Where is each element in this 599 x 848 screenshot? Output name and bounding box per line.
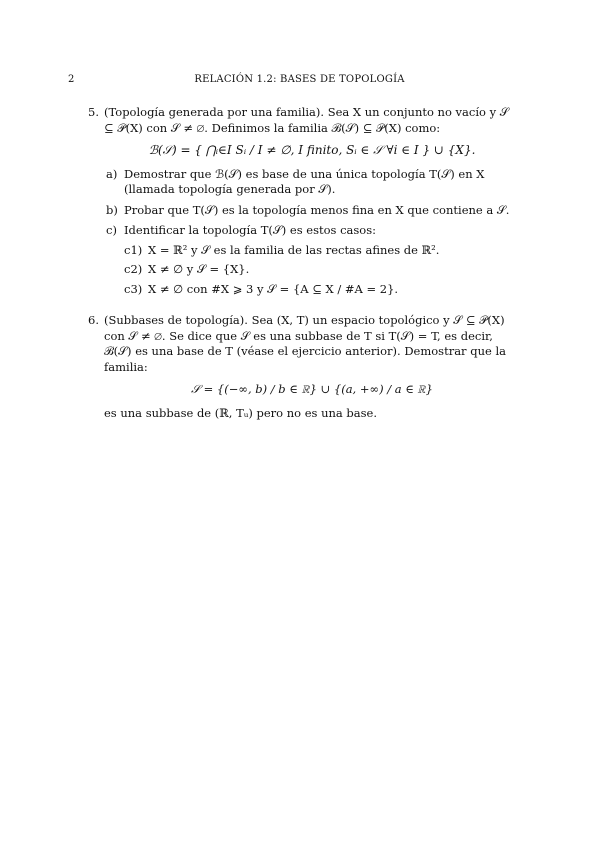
sub-item xyxy=(124,243,520,259)
subitem-label: c2) xyxy=(124,262,143,276)
page-header xyxy=(68,74,531,85)
item-text: Probar que T(𝒮) es la topología menos fina en X que contiene a 𝒮. xyxy=(124,202,510,217)
subitem-text: X ≠ ∅ con #X ⩾ 3 y 𝒮 = {A ⊆ X / #A = 2}. xyxy=(148,281,399,296)
subitem-label: c3) xyxy=(124,281,143,296)
item-label: b) xyxy=(106,202,118,217)
list-item xyxy=(106,203,520,219)
display-formula: ℬ(𝒮) = { ⋂ᵢ∈I Sᵢ / I ≠ ∅, I finito, Sᵢ ∈ 𝒮 ∀i ∈ I } ∪ {X}. xyxy=(148,143,476,157)
subitem-text: X ≠ ∅ y 𝒮 = {X}. xyxy=(148,262,250,276)
item-text: Demostrar que ℬ(𝒮) es base de una única topología T(𝒮) en X (llamada topología generada por 𝒮). xyxy=(124,166,485,196)
page-number: 2 xyxy=(68,74,75,85)
item-text: Identificar la topología T(𝒮) es estos casos: xyxy=(124,223,376,237)
display-formula: 𝒮 = {(−∞, b) / b ∈ ℝ} ∪ {(a, +∞) / a ∈ ℝ} xyxy=(191,382,433,396)
item-list xyxy=(104,167,520,298)
subitem-label: c1) xyxy=(124,242,143,257)
exercise-number: 6. xyxy=(88,313,99,327)
list-item xyxy=(106,167,520,198)
list-item xyxy=(106,223,520,297)
sub-item xyxy=(124,282,520,298)
exercise-6 xyxy=(88,313,520,421)
exercise-list xyxy=(88,105,520,421)
sub-item xyxy=(124,262,520,278)
exercise-intro: (Topología generada por una familia). Sea X un conjunto no vacío y 𝒮 ⊆ 𝒫(X) con 𝒮 ≠ ∅. Definimos la familia ℬ(𝒮) ⊆ 𝒫(X) como: xyxy=(104,105,509,135)
item-label: a) xyxy=(106,166,118,181)
exercise-intro: (Subbases de topología). Sea (X, T) un espacio topológico y 𝒮 ⊆ 𝒫(X) con 𝒮 ≠ ∅. Se dice que 𝒮 es una subbase de T si T(𝒮) = T, es decir, ℬ(𝒮) es una base de T (véase el ejercicio anterior). Demostrar que la familia: xyxy=(104,313,506,374)
exercise-conclusion: es una subbase de (ℝ, Tᵤ) pero no es una base. xyxy=(104,405,378,420)
subitem-text: X = ℝ² y 𝒮 es la familia de las rectas afines de ℝ². xyxy=(148,242,440,257)
subitem-list xyxy=(124,243,520,298)
page-title: RELACIÓN 1.2: BASES DE TOPOLOGÍA xyxy=(194,74,405,85)
exercise-number: 5. xyxy=(88,105,99,119)
exercise-5 xyxy=(88,105,520,297)
item-label: c) xyxy=(106,223,117,237)
